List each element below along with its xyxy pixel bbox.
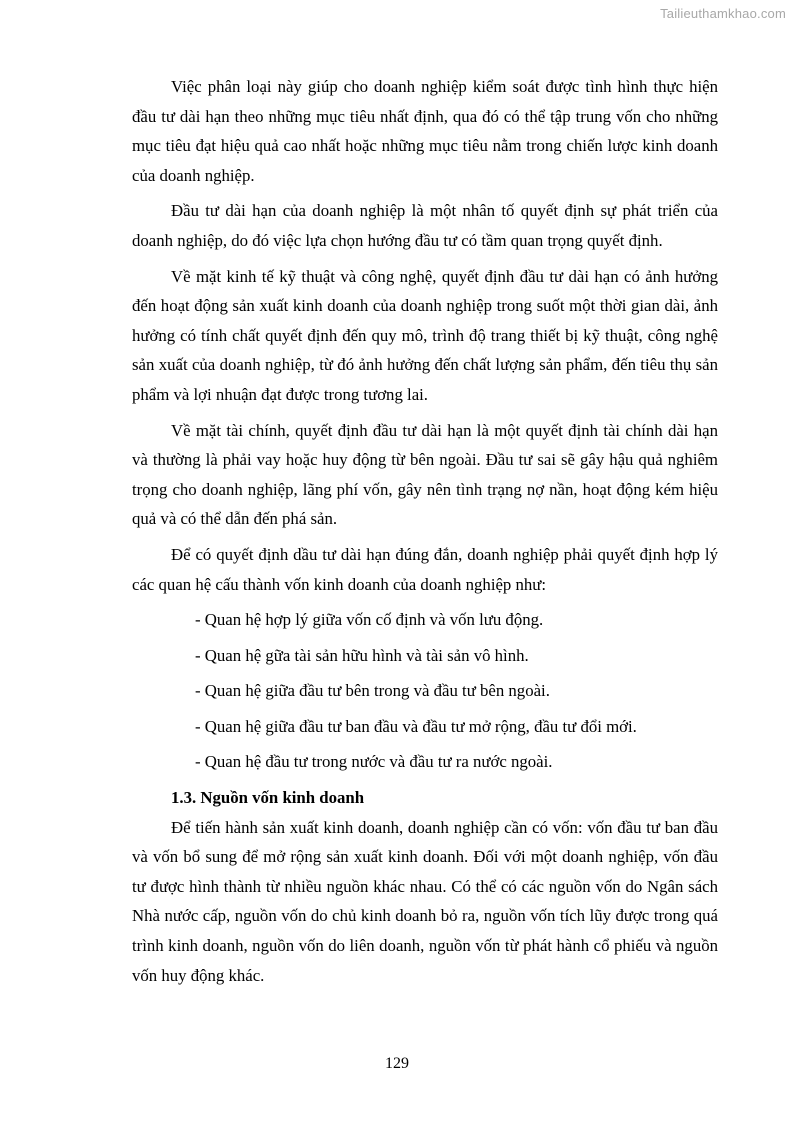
list-item: - Quan hệ giữa đầu tư ban đầu và đầu tư mở rộng, đầu tư đổi mới. <box>195 716 637 736</box>
page-body <box>132 72 718 996</box>
list-item: - Quan hệ hợp lý giữa vốn cố định và vốn lưu động. <box>195 610 544 630</box>
watermark-text: Tailieuthamkhao.com <box>660 6 786 21</box>
paragraph-long-term-investment: Đầu tư dài hạn của doanh nghiệp là một nhân tố quyết định sự phát triển của doanh nghiệp, do đó việc lựa chọn hướng đầu tư có tầm quan trọng quyết định. <box>132 201 718 250</box>
page-number: 129 <box>385 1055 409 1072</box>
paragraph-classification: Việc phân loại này giúp cho doanh nghiệp kiểm soát được tình hình thực hiện đầu tư dài hạn theo những mục tiêu nhất định, qua đó có thể tập trung vốn cho những mục tiêu đạt hiệu quả cao nhất hoặc những mục tiêu nằm trong chiến lược kinh doanh của doanh nghiệp. <box>132 77 718 185</box>
paragraph-capital-relations-intro: Để có quyết định dầu tư dài hạn đúng đắn, doanh nghiệp phải quyết định hợp lý các quan hệ cấu thành vốn kinh doanh của doanh nghiệp như: <box>132 544 718 594</box>
paragraph-technical-aspect: Về mặt kinh tế kỹ thuật và công nghệ, quyết định đầu tư dài hạn có ảnh hưởng đến hoạt động sản xuất kinh doanh của doanh nghiệp trong suốt một thời gian dài, ảnh hưởng có tính chất quyết định đến quy mô, trình độ trang thiết bị kỹ thuật, công nghệ sản xuất của doanh nghiệp, từ đó ảnh hưởng đến chất lượng sản phẩm, đến tiêu thụ sản phẩm và lợi nhuận đạt được trong tương lai. <box>132 266 718 404</box>
paragraph-capital-sources: Để tiến hành sản xuất kinh doanh, doanh nghiệp cần có vốn: vốn đầu tư ban đầu và vốn bổ sung để mở rộng sản xuất kinh doanh. Đối với một doanh nghiệp, vốn đầu tư được hình thành từ nhiều nguồn khác nhau. Có thể có các nguồn vốn do Ngân sách Nhà nước cấp, nguồn vốn do chủ kinh doanh bỏ ra, nguồn vốn tích lũy được trong quá trình kinh doanh, nguồn vốn do liên doanh, nguồn vốn từ phát hành cổ phiếu và nguồn vốn huy động khác. <box>132 817 718 985</box>
list-item: - Quan hệ đầu tư trong nước và đầu tư ra nước ngoài. <box>195 752 553 772</box>
list-item: - Quan hệ giữa đầu tư bên trong và đầu tư bên ngoài. <box>195 681 550 701</box>
capital-relations-list <box>132 602 718 780</box>
section-heading: 1.3. Nguồn vốn kinh doanh <box>171 787 365 807</box>
list-item: - Quan hệ gữa tài sản hữu hình và tài sản vô hình. <box>195 645 529 665</box>
paragraph-financial-aspect: Về mặt tài chính, quyết định đầu tư dài hạn là một quyết định tài chính dài hạn và thường là phải vay hoặc huy động từ bên ngoài. Đầu tư sai sẽ gây hậu quả nghiêm trọng cho doanh nghiệp, lãng phí vốn, gây nên tình trạng nợ nần, hoạt động kém hiệu quả và có thể dẫn đến phá sản. <box>132 420 718 529</box>
